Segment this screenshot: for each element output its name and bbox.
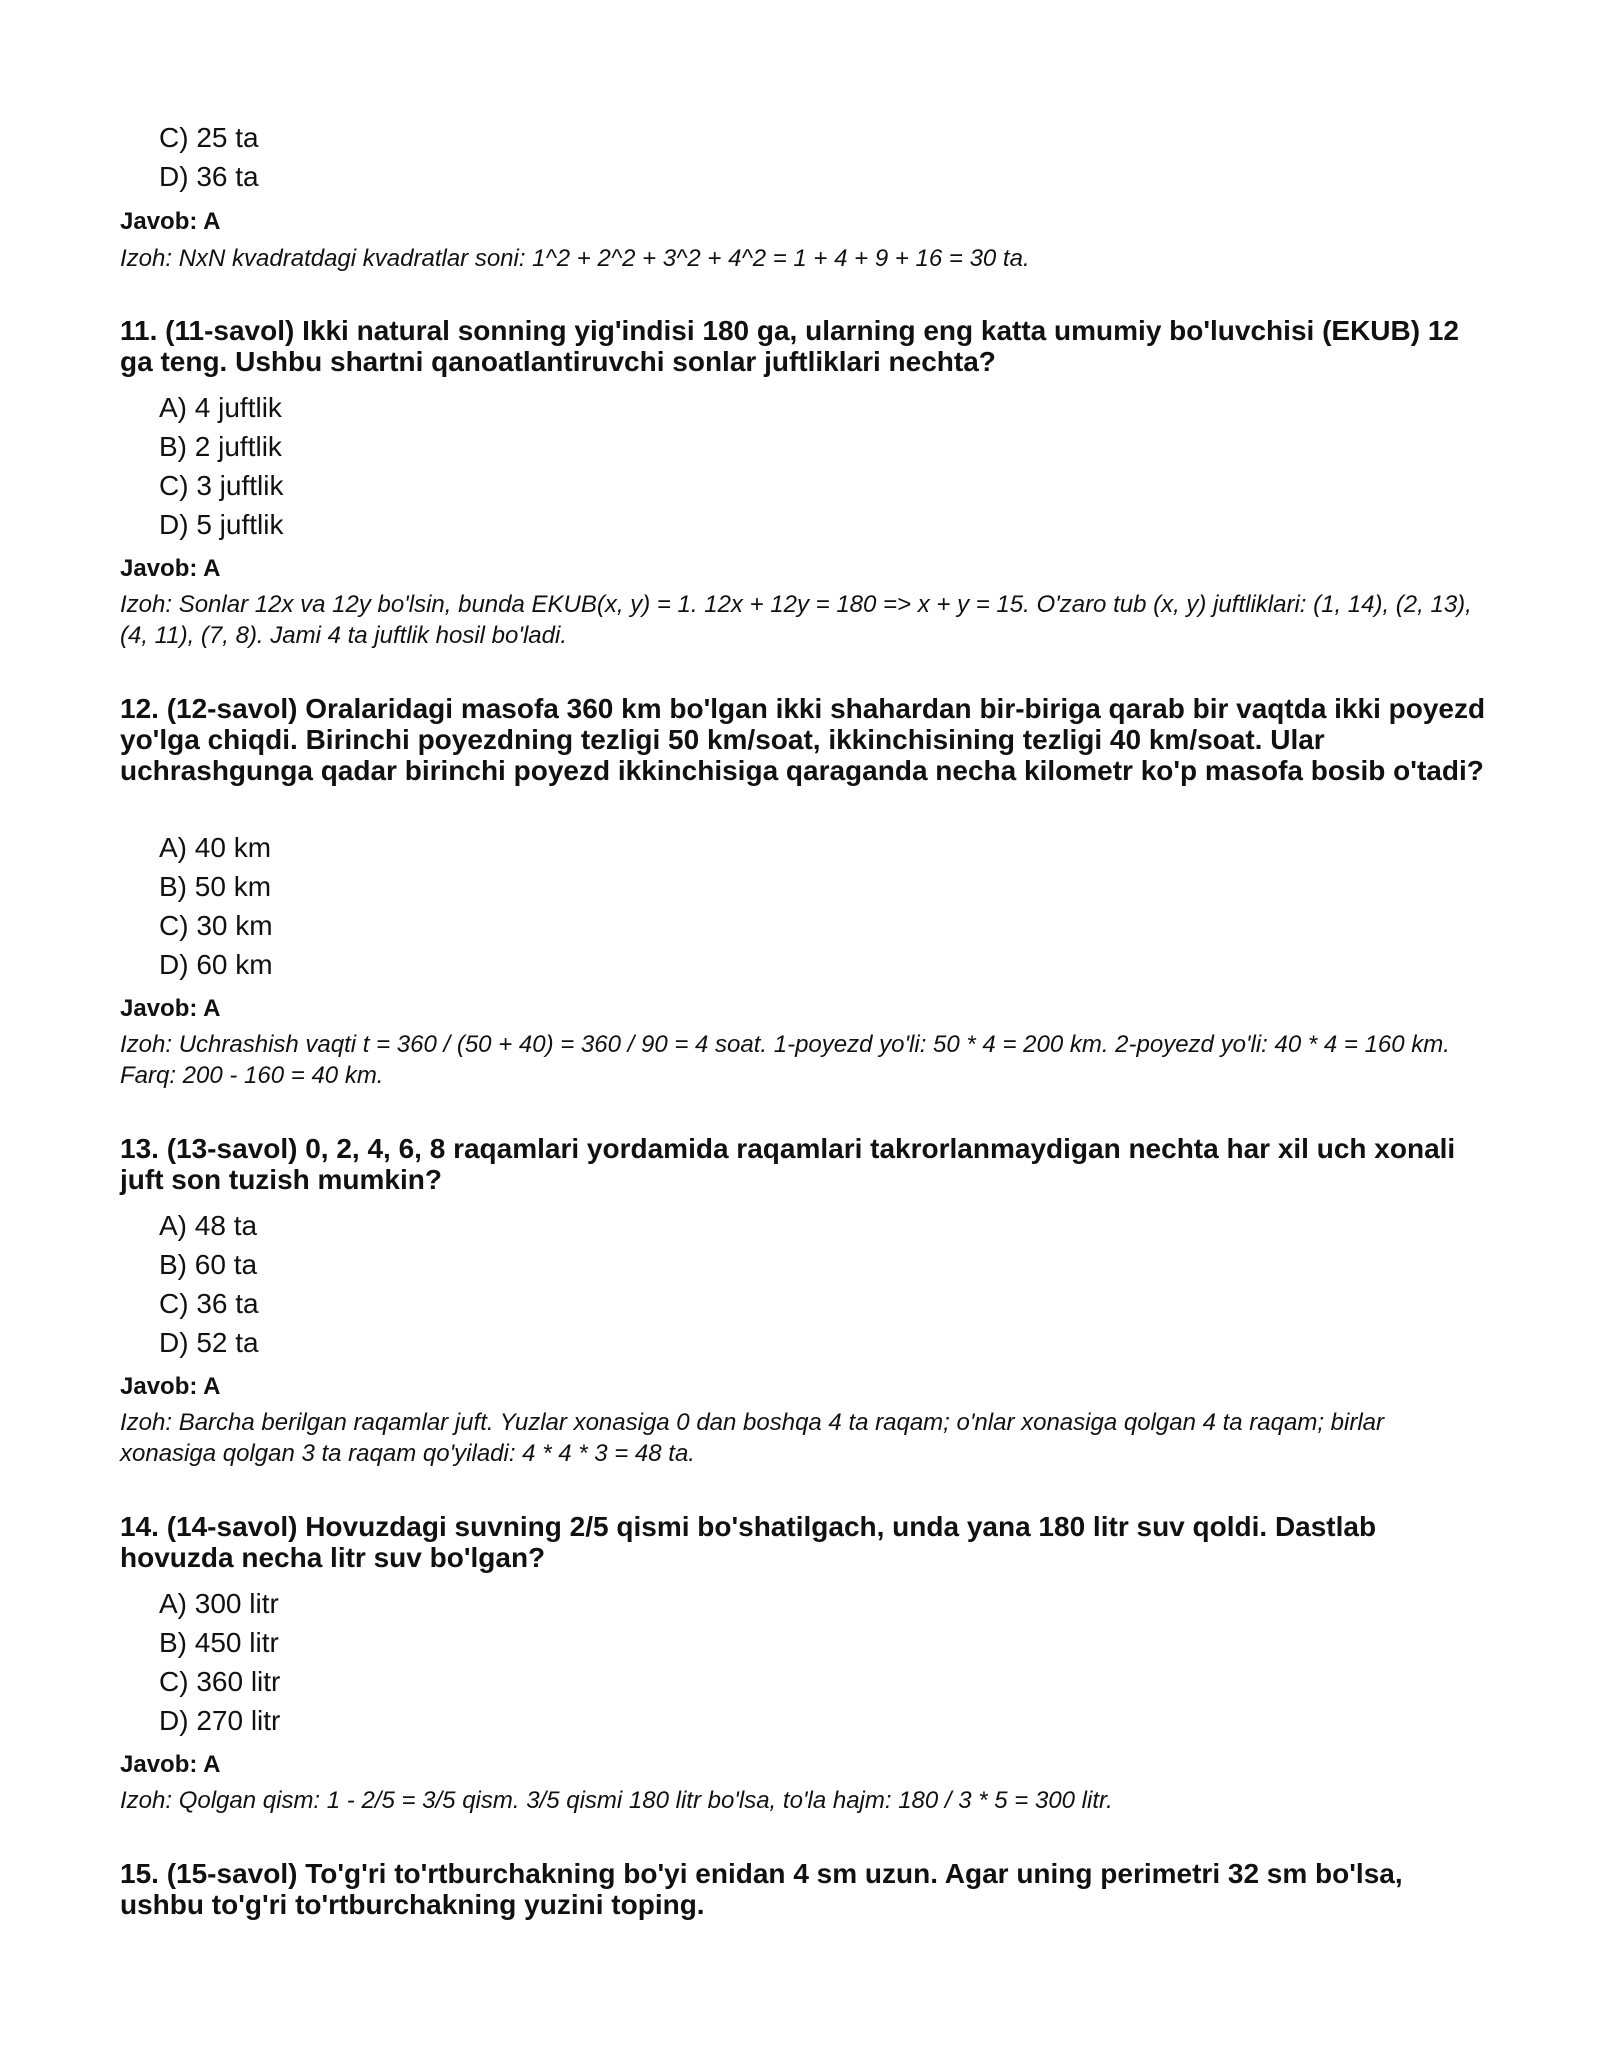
option-c: C) 360 litr bbox=[159, 1666, 281, 1697]
option-c: C) 3 juftlik bbox=[159, 470, 284, 501]
option-d: D) 270 litr bbox=[159, 1705, 281, 1736]
answer-label: Javob: A bbox=[120, 995, 221, 1022]
option-c: C) 36 ta bbox=[159, 1288, 259, 1319]
question-11-title: 11. (11-savol) Ikki natural sonning yig'indisi 180 ga, ularning eng katta umumiy bo'luvchisi (EKUB) 12 ga teng. Ushbu shartni qanoatlantiruvchi sonlar juftliklari nechta? bbox=[120, 315, 1459, 377]
explanation: Izoh: NxN kvadratdagi kvadratlar soni: 1^2 + 2^2 + 3^2 + 4^2 = 1 + 4 + 9 + 16 = 30 ta. bbox=[120, 245, 1030, 272]
option-a: A) 300 litr bbox=[159, 1588, 279, 1619]
explanation: Izoh: Uchrashish vaqti t = 360 / (50 + 40) = 360 / 90 = 4 soat. 1-poyezd yo'li: 50 * 4 = 200 km. 2-poyezd yo'li: 40 * 4 = 160 km. Farq: 200 - 160 = 40 km. bbox=[120, 1031, 1450, 1089]
option-b: B) 2 juftlik bbox=[159, 431, 282, 462]
option-a: A) 40 km bbox=[159, 832, 272, 863]
question-13-title: 13. (13-savol) 0, 2, 4, 6, 8 raqamlari yordamida raqamlari takrorlanmaydigan nechta har xil uch xonali juft son tuzish mumkin? bbox=[120, 1133, 1456, 1195]
option-c: C) 30 km bbox=[159, 910, 273, 941]
option-b: B) 60 ta bbox=[159, 1249, 258, 1280]
option-b: B) 450 litr bbox=[159, 1627, 279, 1658]
question-14-title: 14. (14-savol) Hovuzdagi suvning 2/5 qismi bo'shatilgach, unda yana 180 litr suv qoldi. Dastlab hovuzda necha litr suv bo'lgan? bbox=[120, 1511, 1377, 1573]
option-d: D) 52 ta bbox=[159, 1327, 259, 1358]
answer-label: Javob: A bbox=[120, 1751, 221, 1778]
answer-label: Javob: A bbox=[120, 1373, 221, 1400]
option-a: A) 4 juftlik bbox=[159, 392, 282, 423]
explanation: Izoh: Barcha berilgan raqamlar juft. Yuzlar xonasiga 0 dan boshqa 4 ta raqam; o'nlar xonasiga qolgan 4 ta raqam; birlar xonasiga qolgan 3 ta raqam qo'yiladi: 4 * 4 * 3 = 48 ta. bbox=[120, 1409, 1384, 1467]
option-b: B) 50 km bbox=[159, 871, 272, 902]
answer-label: Javob: A bbox=[120, 208, 221, 235]
explanation: Izoh: Qolgan qism: 1 - 2/5 = 3/5 qism. 3/5 qismi 180 litr bo'lsa, to'la hajm: 180 / 3 * 5 = 300 litr. bbox=[120, 1787, 1113, 1814]
option-c: C) 25 ta bbox=[159, 122, 259, 153]
option-d: D) 5 juftlik bbox=[159, 509, 284, 540]
option-d: D) 60 km bbox=[159, 949, 273, 980]
option-a: A) 48 ta bbox=[159, 1210, 258, 1241]
option-d: D) 36 ta bbox=[159, 161, 259, 192]
question-12-title: 12. (12-savol) Oralaridagi masofa 360 km bo'lgan ikki shahardan bir-biriga qarab bir vaqtda ikki poyezd yo'lga chiqdi. Birinchi poyezdning tezligi 50 km/soat, ikkinchisining tezligi 40 km/soat. Ular uchrashgunga qadar birinchi poyezd ikkinchisiga qaraganda necha kilometr ko'p masofa bosib o'tadi? bbox=[120, 693, 1486, 786]
answer-label: Javob: A bbox=[120, 555, 221, 582]
explanation: Izoh: Sonlar 12x va 12y bo'lsin, bunda EKUB(x, y) = 1. 12x + 12y = 180 => x + y = 15. O'zaro tub (x, y) juftliklari: (1, 14), (2, 13), (4, 11), (7, 8). Jami 4 ta juftlik hosil bo'ladi. bbox=[120, 591, 1472, 649]
question-15-title: 15. (15-savol) To'g'ri to'rtburchakning bo'yi enidan 4 sm uzun. Agar uning perimetri 32 sm bo'lsa, ushbu to'g'ri to'rtburchakning yuzini toping. bbox=[120, 1858, 1403, 1920]
